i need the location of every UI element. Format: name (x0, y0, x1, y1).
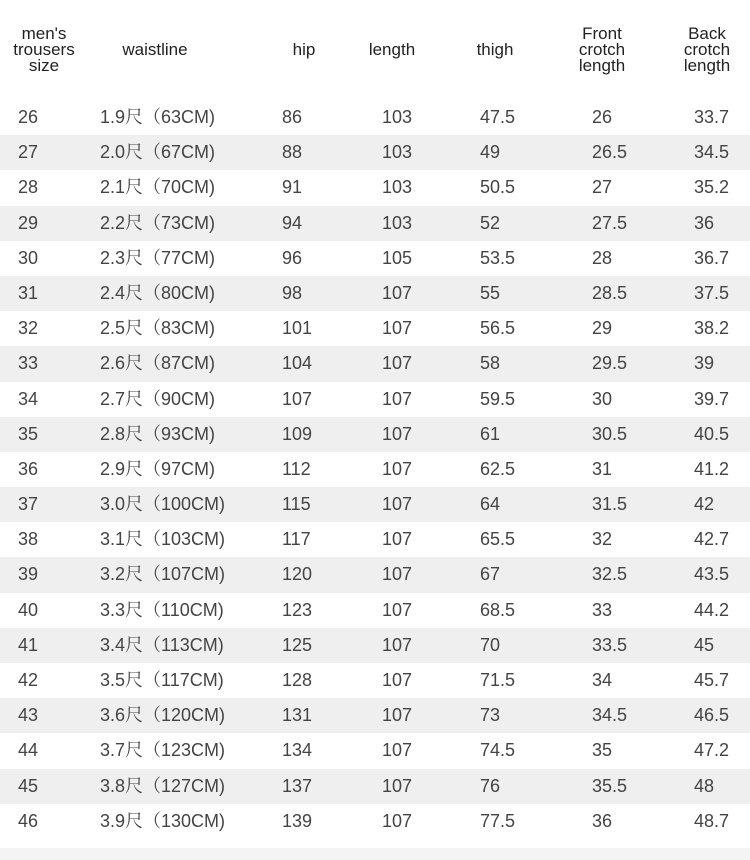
hip-cell: 131 (282, 705, 313, 726)
size-cell: 34 (18, 388, 39, 409)
back-crotch-cell: 48.7 (694, 810, 730, 831)
thigh-cell: 52 (480, 212, 501, 233)
front-crotch-cell: 36 (592, 810, 613, 831)
waistline-cell: 2.2尺（73CM) (100, 212, 216, 233)
back-crotch-cell: 39 (694, 353, 715, 374)
back-crotch-cell: 42.7 (694, 529, 730, 550)
length-cell: 107 (382, 494, 413, 515)
front-crotch-cell: 28 (592, 247, 613, 268)
length-cell: 107 (382, 282, 413, 303)
back-crotch-cell: 44.2 (694, 599, 730, 620)
waistline-cell: 3.6尺（120CM) (100, 705, 226, 726)
thigh-cell: 64 (480, 494, 501, 515)
thigh-cell: 76 (480, 775, 501, 796)
table-row (0, 135, 750, 170)
waistline-cell: 2.6尺（87CM) (100, 353, 216, 374)
table-row (0, 769, 750, 804)
back-crotch-cell: 43.5 (694, 564, 730, 585)
size-cell: 40 (18, 599, 39, 620)
table-row (0, 663, 750, 698)
length-cell: 107 (382, 740, 413, 761)
length-cell: 107 (382, 353, 413, 374)
header-size: men's trousers size (13, 24, 75, 75)
front-crotch-cell: 32.5 (592, 564, 628, 585)
thigh-cell: 58 (480, 353, 501, 374)
header-thigh: thigh (476, 40, 514, 59)
size-cell: 39 (18, 564, 39, 585)
length-cell: 107 (382, 423, 413, 444)
hip-cell: 117 (282, 529, 311, 550)
thigh-cell: 74.5 (480, 740, 516, 761)
waistline-cell: 2.0尺（67CM) (100, 142, 216, 163)
thigh-cell: 73 (480, 705, 501, 726)
waistline-cell: 3.4尺（113CM) (100, 634, 224, 655)
back-crotch-cell: 46.5 (694, 705, 730, 726)
size-cell: 45 (18, 775, 39, 796)
back-crotch-cell: 41.2 (694, 458, 730, 479)
size-cell: 42 (18, 670, 39, 690)
front-crotch-cell: 34 (592, 670, 613, 690)
thigh-cell: 67 (480, 564, 501, 585)
waistline-cell: 2.7尺（90CM) (100, 388, 216, 409)
length-cell: 107 (382, 564, 413, 585)
table-row (0, 487, 750, 522)
front-crotch-cell: 35 (592, 740, 613, 761)
back-crotch-cell: 40.5 (694, 423, 730, 444)
header-front-crotch-length: Front crotch length (578, 24, 626, 75)
table-body (0, 100, 750, 839)
table-row (0, 628, 750, 663)
table-row (0, 452, 750, 487)
back-crotch-cell: 35.2 (694, 177, 730, 198)
front-crotch-cell: 33.5 (592, 634, 628, 655)
table-row (0, 241, 750, 276)
back-crotch-cell: 33.7 (694, 107, 730, 127)
front-crotch-cell: 29.5 (592, 353, 628, 374)
hip-cell: 88 (282, 142, 303, 163)
back-crotch-cell: 39.7 (694, 388, 730, 409)
length-cell: 107 (382, 810, 413, 831)
hip-cell: 91 (282, 177, 303, 198)
table-row (0, 593, 750, 628)
back-crotch-cell: 47.2 (694, 740, 730, 761)
front-crotch-cell: 31 (592, 458, 613, 479)
thigh-cell: 68.5 (480, 599, 516, 620)
table-row (0, 804, 750, 839)
thigh-cell: 56.5 (480, 318, 516, 339)
waistline-cell: 3.1尺（103CM) (100, 529, 226, 550)
footer-divider (0, 848, 750, 860)
length-cell: 107 (382, 458, 413, 479)
waistline-cell: 2.3尺（77CM) (100, 247, 216, 268)
table-row (0, 100, 750, 135)
hip-cell: 104 (282, 353, 313, 374)
size-cell: 43 (18, 705, 39, 726)
hip-cell: 120 (282, 564, 313, 585)
hip-cell: 101 (282, 318, 313, 339)
size-cell: 44 (18, 740, 39, 761)
front-crotch-cell: 30.5 (592, 423, 628, 444)
hip-cell: 137 (282, 775, 313, 796)
length-cell: 105 (382, 247, 413, 268)
thigh-cell: 71.5 (480, 670, 516, 690)
thigh-cell: 59.5 (480, 388, 516, 409)
length-cell: 107 (382, 634, 413, 655)
waistline-cell: 3.5尺（117CM) (100, 670, 224, 690)
length-cell: 107 (382, 705, 413, 726)
table-row (0, 311, 750, 346)
thigh-cell: 70 (480, 634, 501, 655)
hip-cell: 112 (282, 458, 311, 479)
front-crotch-cell: 30 (592, 388, 613, 409)
thigh-cell: 53.5 (480, 247, 516, 268)
front-crotch-cell: 31.5 (592, 494, 628, 515)
waistline-cell: 1.9尺（63CM) (100, 107, 216, 127)
table-row (0, 382, 750, 417)
size-cell: 30 (18, 247, 39, 268)
length-cell: 103 (382, 142, 413, 163)
thigh-cell: 49 (480, 142, 501, 163)
header-waistline: waistline (122, 40, 188, 59)
thigh-cell: 47.5 (480, 107, 516, 127)
header-length: length (368, 40, 416, 59)
hip-cell: 125 (282, 634, 313, 655)
thigh-cell: 62.5 (480, 458, 516, 479)
table-row (0, 733, 750, 768)
front-crotch-cell: 26 (592, 107, 613, 127)
table-row (0, 206, 750, 241)
length-cell: 103 (382, 212, 413, 233)
back-crotch-cell: 36.7 (694, 247, 730, 268)
front-crotch-cell: 33 (592, 599, 613, 620)
hip-cell: 128 (282, 670, 313, 690)
length-cell: 107 (382, 529, 413, 550)
size-cell: 26 (18, 107, 39, 127)
back-crotch-cell: 38.2 (694, 318, 730, 339)
waistline-cell: 3.3尺（110CM) (100, 599, 224, 620)
length-cell: 107 (382, 670, 413, 690)
size-cell: 31 (18, 282, 39, 303)
size-cell: 46 (18, 810, 39, 831)
thigh-cell: 50.5 (480, 177, 516, 198)
waistline-cell: 3.8尺（127CM) (100, 775, 226, 796)
waistline-cell: 2.8尺（93CM) (100, 423, 216, 444)
size-cell: 38 (18, 529, 39, 550)
length-cell: 103 (382, 177, 413, 198)
thigh-cell: 65.5 (480, 529, 516, 550)
hip-cell: 86 (282, 107, 303, 127)
size-cell: 29 (18, 212, 39, 233)
hip-cell: 96 (282, 247, 303, 268)
hip-cell: 139 (282, 810, 313, 831)
table-row (0, 557, 750, 592)
waistline-cell: 3.0尺（100CM) (100, 494, 226, 515)
back-crotch-cell: 34.5 (694, 142, 730, 163)
front-crotch-cell: 26.5 (592, 142, 628, 163)
length-cell: 107 (382, 599, 413, 620)
table-row (0, 698, 750, 733)
waistline-cell: 3.7尺（123CM) (100, 740, 226, 761)
size-cell: 27 (18, 142, 39, 163)
size-cell: 41 (18, 634, 39, 655)
length-cell: 107 (382, 775, 413, 796)
thigh-cell: 55 (480, 282, 501, 303)
size-cell: 36 (18, 458, 39, 479)
table-row (0, 346, 750, 381)
waistline-cell: 2.5尺（83CM) (100, 318, 216, 339)
length-cell: 107 (382, 388, 413, 409)
table-row (0, 170, 750, 205)
back-crotch-cell: 42 (694, 494, 715, 515)
hip-cell: 107 (282, 388, 313, 409)
waistline-cell: 2.1尺（70CM) (100, 177, 216, 198)
back-crotch-cell: 37.5 (694, 282, 730, 303)
hip-cell: 123 (282, 599, 313, 620)
front-crotch-cell: 35.5 (592, 775, 628, 796)
back-crotch-cell: 48 (694, 775, 715, 796)
back-crotch-cell: 36 (694, 212, 715, 233)
length-cell: 107 (382, 318, 413, 339)
front-crotch-cell: 32 (592, 529, 613, 550)
thigh-cell: 61 (480, 423, 501, 444)
table-row (0, 276, 750, 311)
table-row (0, 522, 750, 557)
hip-cell: 134 (282, 740, 313, 761)
hip-cell: 115 (282, 494, 311, 515)
header-back-crotch-length: Back crotch length (683, 24, 731, 75)
waistline-cell: 3.2尺（107CM) (100, 564, 226, 585)
hip-cell: 94 (282, 212, 303, 233)
waistline-cell: 3.9尺（130CM) (100, 810, 226, 831)
waistline-cell: 2.9尺（97CM) (100, 458, 216, 479)
size-cell: 32 (18, 318, 39, 339)
front-crotch-cell: 27 (592, 177, 613, 198)
size-cell: 28 (18, 177, 39, 198)
size-cell: 37 (18, 494, 39, 515)
length-cell: 103 (382, 107, 413, 127)
back-crotch-cell: 45.7 (694, 670, 730, 690)
hip-cell: 98 (282, 282, 303, 303)
waistline-cell: 2.4尺（80CM) (100, 282, 216, 303)
size-cell: 33 (18, 353, 39, 374)
front-crotch-cell: 34.5 (592, 705, 628, 726)
table-header-row (0, 0, 750, 100)
front-crotch-cell: 28.5 (592, 282, 628, 303)
hip-cell: 109 (282, 423, 313, 444)
header-hip: hip (292, 40, 316, 59)
table-row (0, 417, 750, 452)
front-crotch-cell: 27.5 (592, 212, 628, 233)
back-crotch-cell: 45 (694, 634, 715, 655)
size-cell: 35 (18, 423, 39, 444)
front-crotch-cell: 29 (592, 318, 613, 339)
thigh-cell: 77.5 (480, 810, 516, 831)
